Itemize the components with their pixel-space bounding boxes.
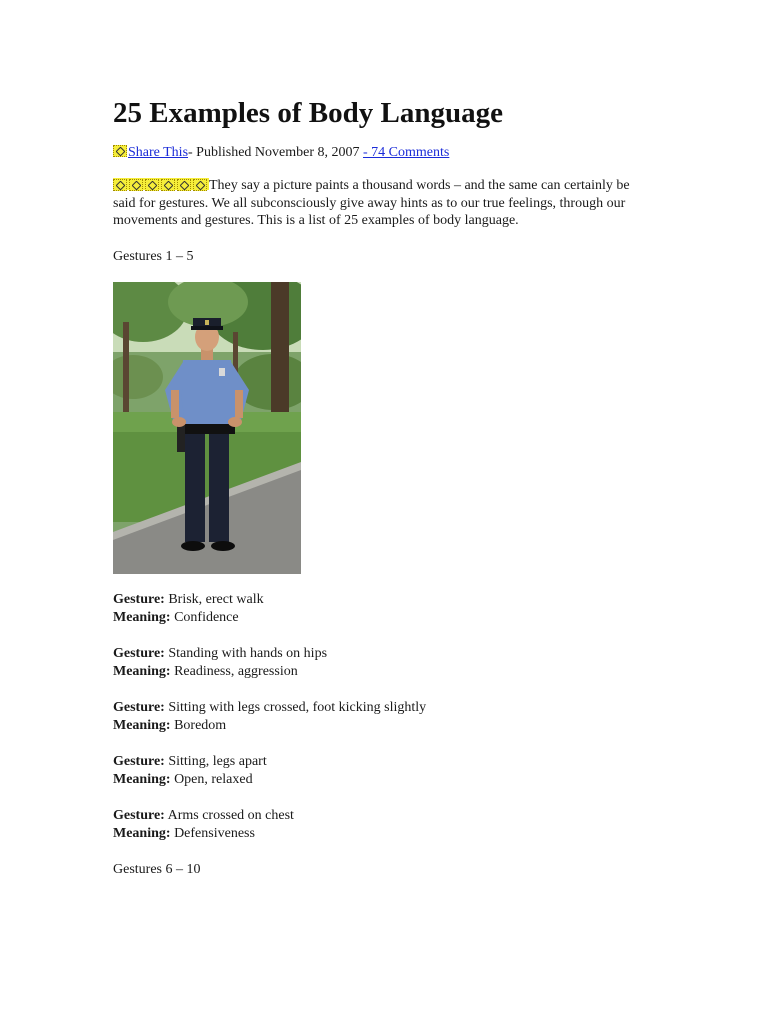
- gesture-label: Gesture:: [113, 699, 165, 715]
- list-item: [113, 591, 633, 627]
- gesture-list: [113, 591, 633, 843]
- gesture-text: Sitting, legs apart: [168, 753, 267, 769]
- meaning-text: Defensiveness: [174, 825, 255, 841]
- rating-icon[interactable]: [129, 179, 143, 191]
- meaning-label: Meaning:: [113, 717, 171, 733]
- gesture-text: Brisk, erect walk: [168, 591, 264, 607]
- gesture-text: Standing with hands on hips: [168, 645, 328, 661]
- gesture-text: Sitting with legs crossed, foot kicking slightly: [168, 699, 427, 715]
- police-officer-photo: [113, 282, 301, 574]
- section-heading: Gestures 6 – 10: [113, 861, 201, 877]
- intro-text: They say a picture paints a thousand words – and the same can certainly be said for gestures. We all subconsciously give away hints as to our true feelings, through our movements and gestures. This is a list of 25 examples of body language.: [113, 178, 630, 228]
- gesture-label: Gesture:: [113, 753, 165, 769]
- meaning-label: Meaning:: [113, 825, 171, 841]
- meaning-text: Readiness, aggression: [174, 663, 298, 679]
- meaning-text: Confidence: [174, 609, 239, 625]
- article-meta: [113, 144, 633, 162]
- section-heading: Gestures 1 – 5: [113, 248, 194, 264]
- meaning-label: Meaning:: [113, 609, 171, 625]
- gesture-text: Arms crossed on chest: [167, 807, 294, 823]
- rating-icon[interactable]: [145, 179, 159, 191]
- list-item: [113, 753, 633, 789]
- rating-icon[interactable]: [113, 179, 127, 191]
- intro-paragraph: [113, 177, 633, 230]
- gesture-label: Gesture:: [113, 591, 165, 607]
- article: [113, 95, 633, 879]
- published-date: - Published November 8, 2007: [188, 145, 363, 160]
- rating-icon[interactable]: [193, 179, 207, 191]
- highlight-icon: [113, 145, 127, 157]
- list-item: [113, 645, 633, 681]
- rating-icons[interactable]: [113, 178, 209, 190]
- meaning-text: Boredom: [174, 717, 227, 733]
- meaning-label: Meaning:: [113, 663, 171, 679]
- meaning-text: Open, relaxed: [174, 771, 253, 787]
- gesture-label: Gesture:: [113, 807, 165, 823]
- comments-link[interactable]: - 74 Comments: [363, 145, 450, 160]
- meaning-label: Meaning:: [113, 771, 171, 787]
- rating-icon[interactable]: [177, 179, 191, 191]
- list-item: [113, 807, 633, 843]
- rating-icon[interactable]: [161, 179, 175, 191]
- page-title: 25 Examples of Body Language: [113, 97, 503, 129]
- gesture-label: Gesture:: [113, 645, 165, 661]
- share-link[interactable]: Share This: [128, 145, 189, 160]
- list-item: [113, 699, 633, 735]
